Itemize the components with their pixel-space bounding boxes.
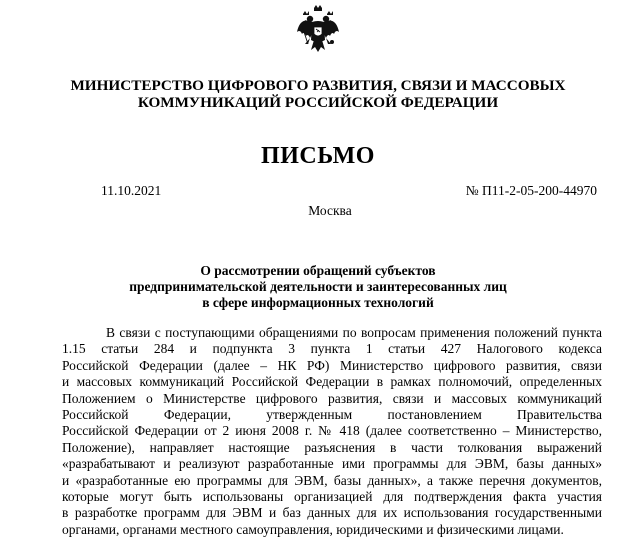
document-type: ПИСЬМО (261, 143, 375, 169)
letter-body (62, 325, 602, 538)
ministry-name-line-2: КОММУНИКАЦИЙ РОССИЙСКОЙ ФЕДЕРАЦИИ (137, 94, 499, 111)
body-line: и массовых коммуникаций Российской Федерации в рамках полномочий, определенных (62, 374, 602, 390)
subject-line-1: О рассмотрении обращений субъектов (200, 263, 436, 278)
coat-of-arms-icon (296, 4, 340, 60)
body-line: В связи с поступающими обращениями по вопросам применения положений пункта (106, 325, 602, 340)
letter-subject (0, 263, 636, 311)
body-line: в разработке программ для ЭВМ и баз данных для их использования государственными (62, 505, 602, 521)
ministry-name (0, 77, 636, 111)
body-line: органами, органами местного самоуправления, юридическими и физическими лицами. (62, 521, 564, 537)
body-line: Положением о Министерстве цифрового развития, связи и массовых коммуникаций (62, 390, 602, 406)
document-number: № П11-2-05-200-44970 (465, 183, 597, 198)
body-line: Российской Федерации, утвержденным постановлением Правительства (62, 406, 602, 422)
body-line: Российской Федерации (далее – НК РФ) Министерство цифрового развития, связи (62, 357, 602, 373)
body-line: «разрабатывают и реализуют разработанные ими программы для ЭВМ, базы данных» (62, 456, 602, 472)
subject-line-2: предпринимательской деятельности и заинтересованных лиц (129, 279, 507, 294)
body-line: и «разработанные ею программы для ЭВМ, базы данных», а также перечня документов, (62, 472, 602, 488)
document-city: Москва (308, 203, 352, 218)
body-line: 1.15 статьи 284 и подпункта 3 пункта 1 статьи 427 Налогового кодекса (62, 341, 602, 357)
body-line: Положение), направляет настоящие разъяснения в части толкования выражений (62, 439, 602, 455)
document-date: 11.10.2021 (101, 183, 162, 198)
ministry-name-line-1: МИНИСТЕРСТВО ЦИФРОВОГО РАЗВИТИЯ, СВЯЗИ И МАССОВЫХ (70, 77, 566, 94)
body-line: Российской Федерации от 2 июня 2008 г. № 418 (далее соответственно – Министерство, (62, 423, 602, 439)
subject-line-3: в сфере информационных технологий (202, 295, 434, 310)
body-line: которые могут быть использованы организацией для подтверждения факта участия (62, 488, 602, 504)
